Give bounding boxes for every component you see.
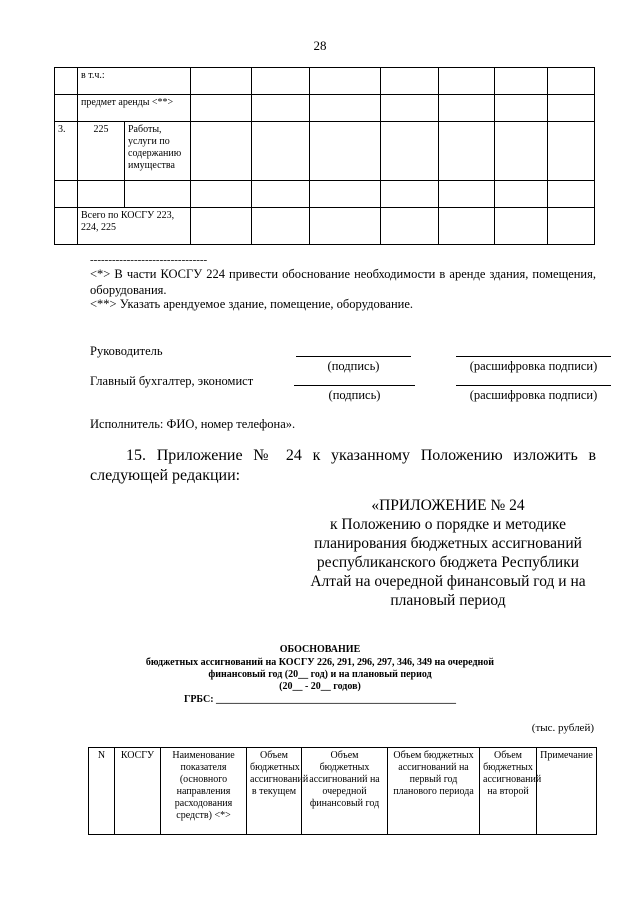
head-signature-line [296,356,411,357]
header-cell: Объем бюджетных ассигнований в текущем [247,748,302,835]
accountant-label: Главный бухгалтер, экономист [90,374,254,388]
row-name: Всего по КОСГУ 223, 224, 225 [78,208,191,245]
document-title: ОБОСНОВАНИЕ [279,644,361,655]
head-decryption-line [456,356,611,357]
accountant-signature-line [294,385,415,386]
row-num [55,181,78,208]
accountant-decryption-line [456,385,611,386]
header-cell: Наименование показателя (основного направления расходования средств) <*> [161,748,247,835]
amendment-paragraph: 15. Приложение № 24 к указанному Положению изложить в следующей редакции: [90,447,596,484]
row-code [78,181,125,208]
header-cell: Объем бюджетных ассигнований на первый год планового периода [388,748,480,835]
appendix-line: плановый период [390,592,506,609]
header-cell: Объем бюджетных ассигнований на очередной финансовый год [302,748,388,835]
justification-table [88,747,597,835]
footnote-separator: -------------------------------- [90,254,208,266]
decryption-caption: (расшифровка подписи) [469,388,598,402]
header-cell: N [89,748,115,835]
row-code: 225 [78,122,125,181]
executor-line: Исполнитель: ФИО, номер телефона». [90,417,296,431]
appendix-line: республиканского бюджета Республики [316,554,580,571]
footnote-1: <*> В части КОСГУ 224 привести обоснование необходимости в аренде здания, помещения, оборудования. [90,267,596,297]
row-num [55,208,78,245]
header-cell: КОСГУ [115,748,161,835]
table-header-row [89,748,597,835]
appendix-header [300,496,596,610]
grbs-line: ГРБС: ________________________________________________ [183,694,457,705]
row-name: Работы, услуги по содержанию имущества [125,122,191,181]
row-name [125,181,191,208]
footnote-2: <**> Указать арендуемое здание, помещение, оборудование. [90,297,414,311]
appendix-line: планирования бюджетных ассигнований [314,535,582,552]
table-row [55,68,595,95]
row-num [55,68,78,95]
document-subtitle: (20__ - 20__ годов) [279,681,361,692]
table-row [55,208,595,245]
header-cell: Объем бюджетных ассигнований на второй [480,748,537,835]
top-table [54,67,595,245]
head-label: Руководитель [90,344,163,358]
table-row [55,181,595,208]
signature-caption: (подпись) [328,388,381,402]
table-row [55,95,595,122]
header-cell: Примечание [537,748,597,835]
decryption-caption: (расшифровка подписи) [469,359,598,373]
appendix-line: «ПРИЛОЖЕНИЕ № 24 [371,497,525,514]
table-row [55,122,595,181]
signature-caption: (подпись) [327,359,380,373]
appendix-line: к Положению о порядке и методике [330,516,566,533]
appendix-line: Алтай на очередной финансовый год и на [310,573,586,590]
row-num: 3. [55,122,78,181]
document-subtitle: бюджетных ассигнований на КОСГУ 226, 291, 296, 297, 346, 349 на очередной [145,657,495,668]
document-subtitle: финансовый год (20__ год) и на плановый период [208,669,432,680]
units-label: (тыс. рублей) [531,722,594,734]
row-num [55,95,78,122]
page-number: 28 [313,38,327,53]
row-name: в т.ч.: [78,68,191,95]
row-name: предмет аренды <**> [78,95,191,122]
